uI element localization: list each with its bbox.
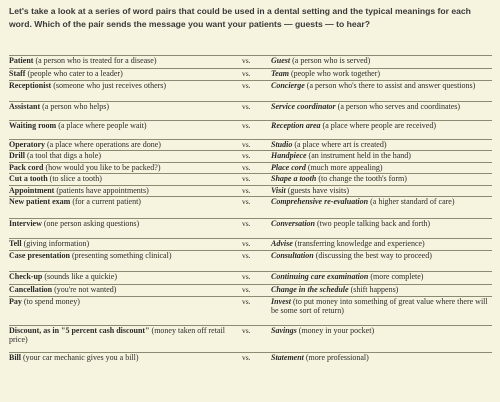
term-definition: (a person who helps) [42, 102, 109, 111]
term-definition: (patients have appointments) [56, 186, 149, 195]
alternative-definition: (a place where art is created) [294, 140, 387, 149]
term-cell [9, 175, 227, 184]
term: Cancellation [9, 285, 53, 294]
alternative-term: Invest [271, 297, 291, 306]
alternative-term: Continuing care examination [271, 272, 369, 281]
alternative-definition: (people who work together) [290, 69, 381, 78]
alternative-definition: (more professional) [305, 353, 369, 362]
term-cell [9, 298, 227, 307]
term-definition: (people who cater to a leader) [27, 69, 123, 78]
alternative-definition: (a place where people are received) [322, 121, 437, 130]
term-cell [9, 103, 227, 112]
table-row [9, 80, 492, 102]
vs-label: vs. [242, 251, 251, 260]
term: Pack cord [9, 163, 44, 172]
table-row [9, 296, 492, 326]
vs-label: vs. [242, 69, 251, 78]
alternative-cell [271, 198, 492, 207]
vs-label: vs. [242, 102, 251, 111]
alternative-term: Advise [271, 239, 293, 248]
term-cell [9, 187, 227, 196]
alternative-cell [271, 354, 492, 363]
term: Staff [9, 69, 26, 78]
term: Check-up [9, 272, 43, 281]
alternative-cell [271, 175, 492, 184]
alternative-definition: (more complete) [370, 272, 424, 281]
term-cell [9, 70, 227, 79]
alternative-cell [271, 327, 492, 336]
alternative-definition: (two people talking back and forth) [317, 219, 431, 228]
alternative-definition: (a person who is served) [292, 56, 371, 65]
alternative-cell [271, 286, 492, 295]
vs-label: vs. [242, 81, 251, 90]
alternative-definition: (to put money into something of great value where there will be some sort of return) [271, 297, 488, 315]
term-cell [9, 122, 227, 131]
alternative-term: Consultation [271, 251, 314, 260]
alternative-cell [271, 164, 492, 173]
table-row [9, 120, 492, 140]
term: Interview [9, 219, 42, 228]
alternative-term: Conversation [271, 219, 316, 228]
alternative-definition: (much more appealing) [307, 163, 383, 172]
term: Cut a tooth [9, 174, 48, 183]
alternative-term: Studio [271, 140, 293, 149]
alternative-definition: (guests have visits) [287, 186, 350, 195]
term-definition: (a tool that digs a hole) [27, 151, 101, 160]
alternative-term: Statement [271, 353, 304, 362]
term: Operatory [9, 140, 45, 149]
alternative-cell [271, 57, 492, 66]
alternative-term: Visit [271, 186, 286, 195]
alternative-term: Shape a tooth [271, 174, 317, 183]
term-definition: (one person asking questions) [43, 219, 140, 228]
table-row [9, 250, 492, 272]
alternative-cell [271, 187, 492, 196]
term: Appointment [9, 186, 55, 195]
alternative-term: Team [271, 69, 289, 78]
alternative-term: Change in the schedule [271, 285, 349, 294]
alternative-cell [271, 103, 492, 112]
term-definition: (a place where people wait) [58, 121, 147, 130]
term-definition: (for a current patient) [72, 197, 141, 206]
term-cell [9, 164, 227, 173]
vs-label: vs. [242, 272, 251, 281]
term-cell [9, 252, 227, 261]
table-row [9, 352, 492, 369]
alternative-definition: (a person who serves and coordinates) [337, 102, 461, 111]
alternative-term: Concierge [271, 81, 305, 90]
term-definition: (how would you like to be packed?) [45, 163, 161, 172]
term: Receptionist [9, 81, 52, 90]
term-cell [9, 152, 227, 161]
alternative-term: Savings [271, 326, 297, 335]
intro-paragraph: Let's take a look at a series of word pairs that could be used in a dental setting and the typical meanings for each word. Which of the pair sends the message you want your patients — guests — to hear? [9, 6, 471, 29]
term: Discount, as in "5 percent cash discount" [9, 326, 150, 335]
alternative-cell [271, 298, 492, 315]
alternative-cell [271, 273, 492, 282]
alternative-definition: (a person who's there to assist and answer questions) [306, 81, 476, 90]
alternative-cell [271, 152, 492, 161]
term-cell [9, 57, 227, 66]
vs-label: vs. [242, 219, 251, 228]
term-definition: (your car mechanic gives you a bill) [23, 353, 139, 362]
vs-label: vs. [242, 56, 251, 65]
term-cell [9, 273, 227, 282]
alternative-term: Comprehensive re-evaluation [271, 197, 369, 206]
vs-label: vs. [242, 197, 251, 206]
alternative-definition: (transferring knowledge and experience) [294, 239, 425, 248]
term: Case presentation [9, 251, 70, 260]
vs-label: vs. [242, 353, 251, 362]
term: New patient exam [9, 197, 71, 206]
alternative-cell [271, 141, 492, 150]
term-cell [9, 240, 227, 249]
alternative-term: Guest [271, 56, 291, 65]
vs-label: vs. [242, 163, 251, 172]
alternative-definition: (a higher standard of care) [370, 197, 455, 206]
alternative-definition: (money in your pocket) [298, 326, 375, 335]
term: Bill [9, 353, 22, 362]
vs-label: vs. [242, 174, 251, 183]
term-definition: (presenting something clinical) [71, 251, 172, 260]
alternative-cell [271, 252, 492, 261]
vs-label: vs. [242, 297, 251, 306]
term: Assistant [9, 102, 41, 111]
table-row [9, 55, 492, 69]
term: Patient [9, 56, 34, 65]
alternative-cell [271, 122, 492, 131]
table-row [9, 218, 492, 239]
vs-label: vs. [242, 239, 251, 248]
term: Drill [9, 151, 25, 160]
table-row [9, 325, 492, 353]
term-cell [9, 286, 227, 295]
vs-label: vs. [242, 285, 251, 294]
term-definition: (you're not wanted) [54, 285, 117, 294]
term-cell [9, 354, 227, 363]
term-cell [9, 141, 227, 150]
alternative-cell [271, 240, 492, 249]
term-cell [9, 82, 227, 91]
term-definition: (money taken off retail price) [9, 326, 225, 344]
table-row [9, 101, 492, 121]
vs-label: vs. [242, 186, 251, 195]
alternative-term: Place cord [271, 163, 306, 172]
term: Tell [9, 239, 22, 248]
alternative-cell [271, 220, 492, 229]
term-cell [9, 198, 227, 207]
alternative-definition: (an instrument held in the hand) [308, 151, 411, 160]
alternative-definition: (discussing the best way to proceed) [315, 251, 432, 260]
alternative-term: Service coordinator [271, 102, 336, 111]
term: Pay [9, 297, 22, 306]
term-definition: (to spend money) [23, 297, 80, 306]
term-definition: (sounds like a quickie) [44, 272, 117, 281]
term-definition: (a place where operations are done) [47, 140, 161, 149]
term-cell [9, 220, 227, 229]
alternative-cell [271, 70, 492, 79]
alternative-term: Reception area [271, 121, 321, 130]
alternative-term: Handpiece [271, 151, 307, 160]
vs-label: vs. [242, 121, 251, 130]
vs-label: vs. [242, 151, 251, 160]
term-definition: (giving information) [23, 239, 90, 248]
term-cell [9, 327, 227, 344]
alternative-definition: (to change the tooth's form) [318, 174, 407, 183]
term-definition: (to slice a tooth) [49, 174, 102, 183]
vs-label: vs. [242, 140, 251, 149]
term-definition: (someone who just receives others) [53, 81, 167, 90]
alternative-definition: (shift happens) [350, 285, 399, 294]
table-row [9, 271, 492, 285]
vs-label: vs. [242, 326, 251, 335]
table-row [9, 196, 492, 219]
term: Waiting room [9, 121, 57, 130]
term-definition: (a person who is treated for a disease) [35, 56, 157, 65]
alternative-cell [271, 82, 492, 91]
